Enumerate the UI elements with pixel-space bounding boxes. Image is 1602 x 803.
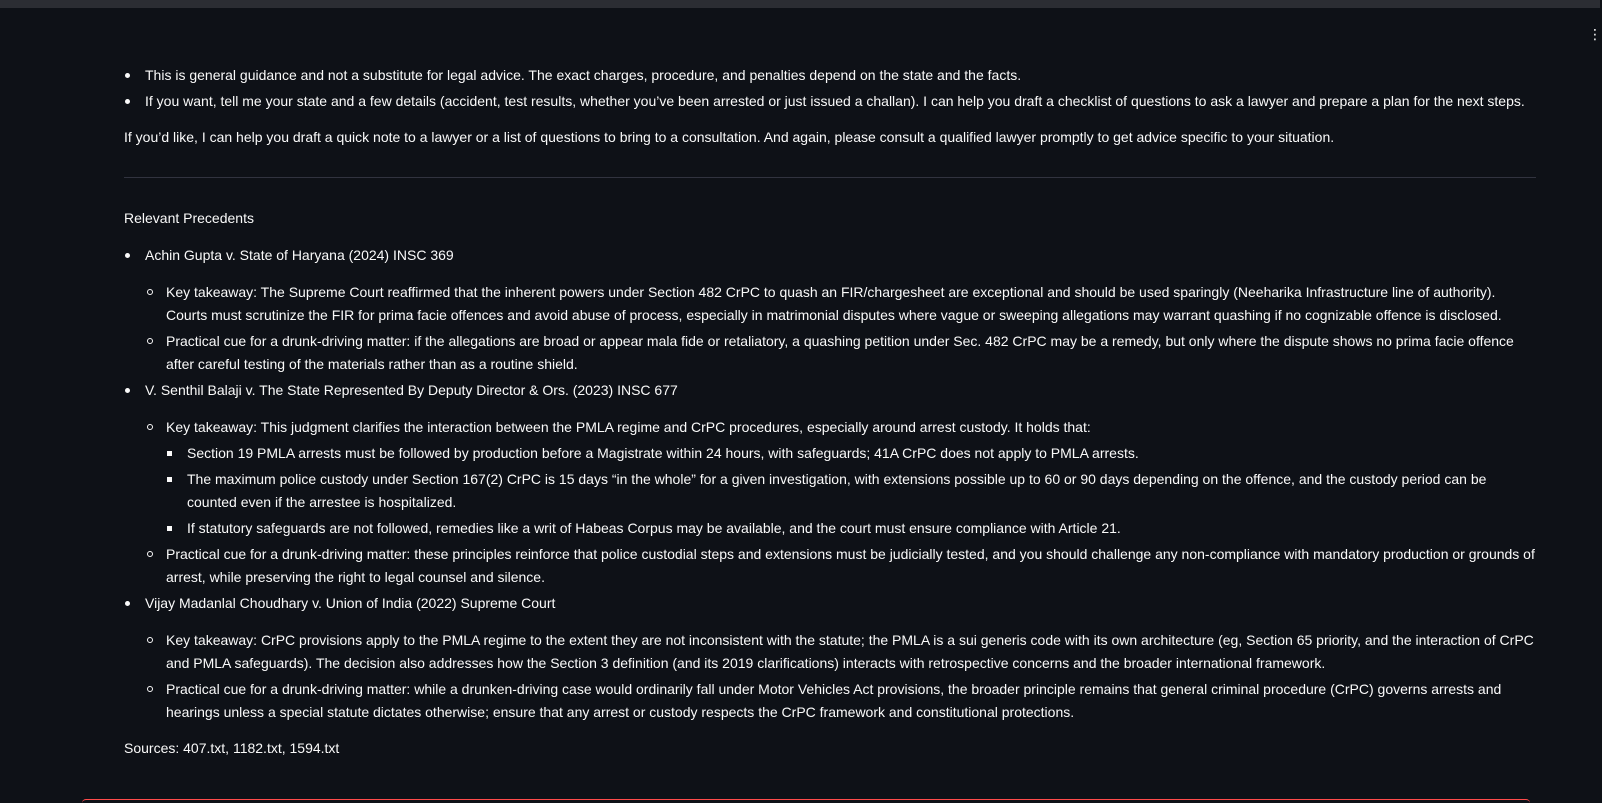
chat-message (124, 64, 1536, 760)
case-details (145, 629, 1536, 724)
guidance-list (124, 64, 1536, 113)
chat-input-edge[interactable] (82, 799, 1530, 803)
closing-paragraph: If you’d like, I can help you draft a quick note to a lawyer or a list of questions to bring to a consultation. And again, please consult a qualified lawyer promptly to get advice specific to your situation. (124, 129, 1335, 145)
practical-cue: Practical cue for a drunk-driving matter: if the allegations are broad or appear mala fide or retaliatory, a quashing petition under Sec. 482 CrPC may be a remedy, but only where the dispute shows no prima facie offence after careful testing of the materials rather than as a routine shield. (145, 330, 1536, 376)
case-title: Vijay Madanlal Choudhary v. Union of India (2022) Supreme Court (145, 595, 556, 611)
precedents-list (124, 244, 1536, 724)
sub-point: Section 19 PMLA arrests must be followed by production before a Magistrate within 24 hours, with safeguards; 41A CrPC does not apply to PMLA arrests. (166, 442, 1536, 465)
case-item (124, 244, 1536, 376)
sub-points (166, 442, 1536, 540)
case-title: V. Senthil Balaji v. The State Represented By Deputy Director & Ors. (2023) INSC 677 (145, 382, 678, 398)
practical-cue: Practical cue for a drunk-driving matter: while a drunken-driving case would ordinarily fall under Motor Vehicles Act provisions, the broader principle remains that general criminal procedure (CrPC) governs arrests and hearings unless a special statute dictates otherwise; ensure that any arrest or custody respects the CrPC framework and constitutional protections. (145, 678, 1536, 724)
case-item (124, 592, 1536, 724)
case-title: Achin Gupta v. State of Haryana (2024) INSC 369 (145, 247, 454, 263)
sub-point: If statutory safeguards are not followed, remedies like a writ of Habeas Corpus may be available, and the court must ensure compliance with Article 21. (166, 517, 1536, 540)
section-heading: Relevant Precedents (124, 210, 254, 226)
sub-point: The maximum police custody under Section 167(2) CrPC is 15 days “in the whole” for a given investigation, with extensions possible up to 60 or 90 days depending on the offence, and the custody period can be counted even if the arrestee is hospitalized. (166, 468, 1536, 514)
key-takeaway (145, 416, 1536, 540)
key-takeaway: Key takeaway: The Supreme Court reaffirmed that the inherent powers under Section 482 CrPC to quash an FIR/chargesheet are exceptional and should be used sparingly (Neeharika Infrastructure line of authority). Courts must scrutinize the FIR for prima facie offences and avoid abuse of process, especially in matrimonial disputes where vague or sweeping allegations may warrant quashing if no cognizable offence is disclosed. (145, 281, 1536, 327)
divider (124, 177, 1536, 178)
vertical-ellipsis-icon[interactable]: ⋮ (1588, 26, 1602, 42)
key-takeaway-text: Key takeaway: This judgment clarifies the interaction between the PMLA regime and CrPC procedures, especially around arrest custody. It holds that: (166, 419, 1091, 435)
practical-cue: Practical cue for a drunk-driving matter: these principles reinforce that police custodial steps and extensions must be judicially tested, and you should challenge any non-compliance with mandatory production or grounds of arrest, while preserving the right to legal counsel and silence. (145, 543, 1536, 589)
case-details (145, 416, 1536, 589)
list-item: If you want, tell me your state and a few details (accident, test results, whether you’ve been arrested or just issued a challan). I can help you draft a checklist of questions to ask a lawyer and prepare a plan for the next steps. (124, 90, 1536, 113)
key-takeaway: Key takeaway: CrPC provisions apply to the PMLA regime to the extent they are not inconsistent with the statute; the PMLA is a sui generis code with its own architecture (eg, Section 65 priority, and the interaction of CrPC and PMLA safeguards). The decision also addresses how the Section 3 definition (and its 2019 clarifications) interacts with retrospective concerns and the broader international framework. (145, 629, 1536, 675)
top-toolbar-strip (0, 0, 1600, 8)
list-item: This is general guidance and not a substitute for legal advice. The exact charges, procedure, and penalties depend on the state and the facts. (124, 64, 1536, 87)
case-item (124, 379, 1536, 589)
sources-line: Sources: 407.txt, 1182.txt, 1594.txt (124, 740, 340, 756)
case-details (145, 281, 1536, 376)
